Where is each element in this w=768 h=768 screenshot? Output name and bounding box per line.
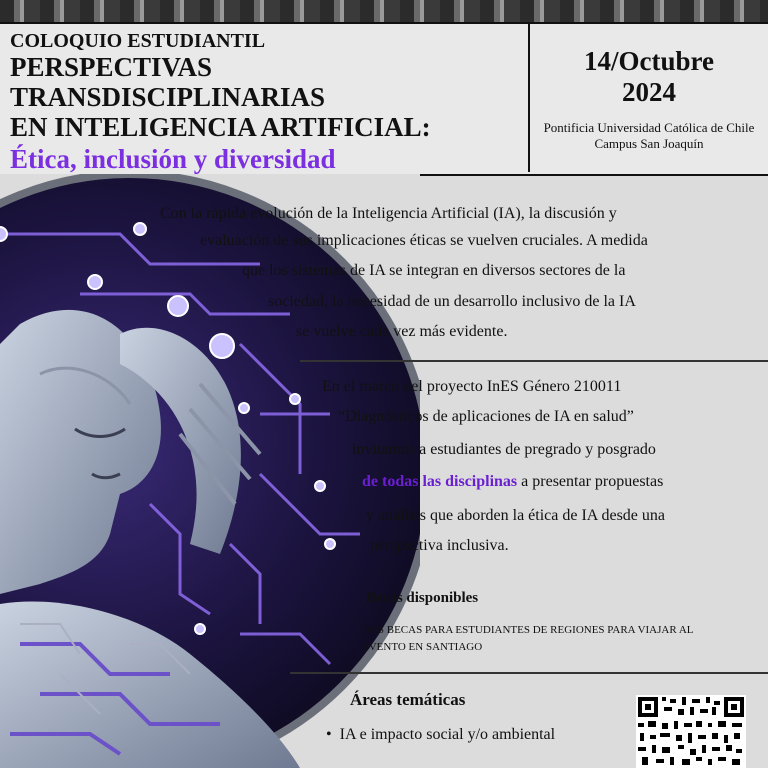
intro-line-4: sociedad, la necesidad de un desarrollo inclusivo de la IA [268, 293, 636, 310]
section-divider [300, 360, 768, 362]
call-line-1: En el marco del proyecto InES Género 210011 [322, 378, 622, 395]
becas-text [362, 622, 693, 656]
intro-line-1: Con la rápida evolución de la Inteligencia Artificial (IA), la discusión y [160, 205, 617, 222]
intro-line-2: evaluación de sus implicaciones éticas se vuelven cruciales. A medida [200, 232, 648, 249]
event-date-day: 14/Octubre [584, 46, 714, 76]
event-subtitle: Ética, inclusión y diversidad [10, 144, 336, 174]
areas-item-1 [326, 726, 555, 744]
venue-campus: Campus San Joaquín [594, 136, 704, 151]
event-title-line1: PERSPECTIVAS TRANSDISCIPLINARIAS [10, 52, 326, 112]
bullet-icon: • [326, 726, 340, 743]
call-highlight: de todas las disciplinas [362, 473, 518, 490]
section-divider-2 [290, 672, 768, 674]
becas-line-1: DOS BECAS PARA ESTUDIANTES DE REGIONES PARA VIAJAR AL [362, 624, 694, 636]
call-line-3: invitamos a estudiantes de pregrado y posgrado [352, 441, 656, 458]
intro-line-5: se vuelve cada vez más evidente. [296, 323, 508, 340]
event-title-line2: EN INTELIGENCIA ARTIFICIAL: [10, 112, 431, 142]
becas-heading: Becas disponibles [366, 590, 479, 606]
becas-line-2: EVENTO EN SANTIAGO [362, 641, 483, 653]
venue-university: Pontificia Universidad Católica de Chile [543, 120, 755, 135]
event-title-block [10, 30, 520, 176]
call-line-6: perspectiva inclusiva. [370, 537, 509, 554]
call-line-4-rest: a presentar propuestas [517, 473, 664, 490]
call-line-2: “Diagnósticos de aplicaciones de IA en salud” [338, 408, 634, 425]
call-line-4 [362, 473, 663, 491]
date-venue-block [530, 22, 768, 172]
event-type: COLOQUIO ESTUDIANTIL [10, 30, 266, 52]
intro-line-3: que los sistemas de IA se integran en diversos sectores de la [242, 262, 626, 279]
areas-heading: Áreas temáticas [350, 690, 466, 709]
event-date-year: 2024 [622, 77, 676, 107]
call-line-5: y análisis que aborden la ética de IA desde una [366, 507, 665, 524]
qr-code-icon[interactable] [636, 695, 746, 768]
decorative-top-strip [0, 0, 768, 22]
areas-item-1-label: IA e impacto social y/o ambiental [339, 726, 556, 743]
